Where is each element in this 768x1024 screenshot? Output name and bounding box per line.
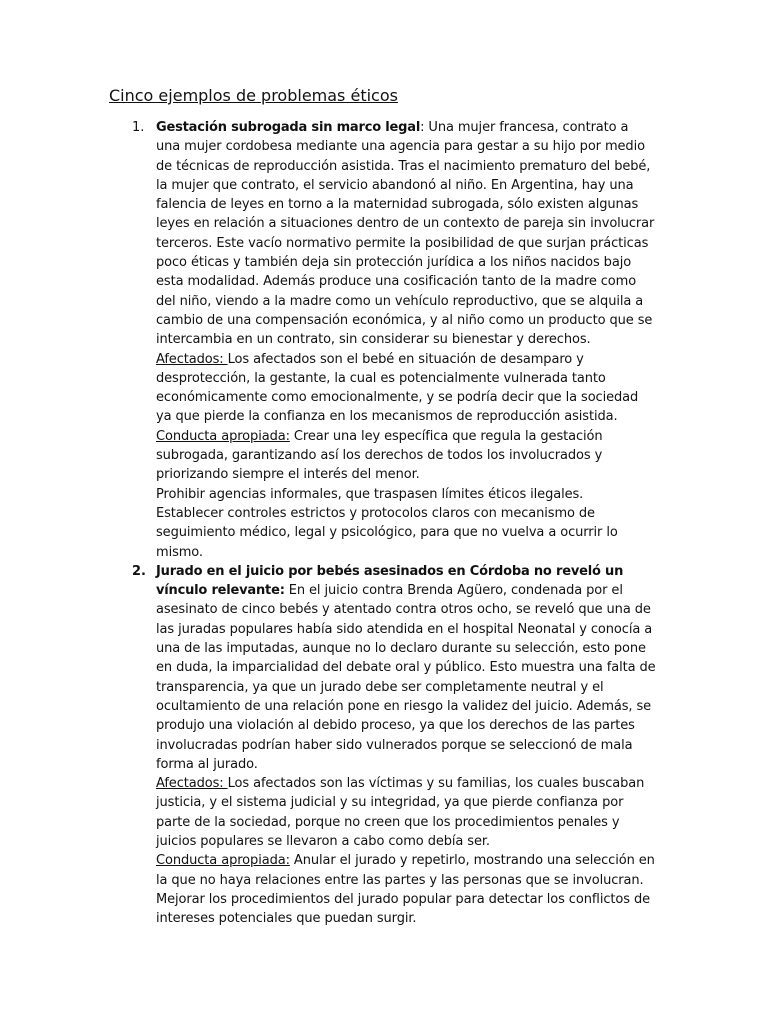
item-body: En el juicio contra Brenda Agüero, condenada por el asesinato de cinco bebés y atentado contra otros ocho, se reveló que una de las juradas populares había sido atendida en el hospital Neonatal y conocía a una de las imputadas, aunque no lo declaro durante su selección, esto pone en duda, la imparcialidad del debate oral y público. Esto muestra una falta de transparencia, ya que un jurado debe ser completamente neutral y el ocultamiento de una relación pone en riesgo la validez del juicio. Además, se produjo una violación al debido proceso, ya que los derechos de las partes involucradas podrían haber sido vulnerados porque se seleccionó de mala forma al jurado.	[156, 583, 656, 772]
item-heading: Jurado en el juicio por bebés asesinados en Córdoba no reveló un vínculo relevante:	[156, 563, 624, 599]
conduct-label: Conducta apropiada:	[156, 853, 290, 869]
affected-label: Afectados:	[156, 351, 228, 367]
item-body: Una mujer francesa, contrato a una mujer cordobesa mediante una agencia para gestar a su hijo por medio de técnicas de reproducción asistida. Tras el nacimiento prematuro del bebé, la mujer que contrato, el servicio abandonó al niño. En Argentina, hay una falencia de leyes en torno a la maternidad subrogada, sólo existen algunas leyes en relación a situaciones dentro de un contexto de pareja sin involucrar terceros. Este vacío normativo permite la posibilidad de que surjan prácticas poco éticas y también deja sin protección jurídica a los niños nacidos bajo esta modalidad. Además produce una cosificación tanto de la madre como del niño, viendo a la madre como un vehículo reproductivo, que se alquila a cambio de una compensación económica, y al niño como un producto que se intercambia en un contrato, sin considerar su bienestar y derechos.	[156, 120, 655, 348]
extra-paragraph: Prohibir agencias informales, que traspasen límites éticos ilegales.	[156, 486, 584, 502]
affected-text: Los afectados son el bebé en situación de desamparo y desprotección, la gestante, la cual es potencialmente vulnerada tanto económicamente como emocionalmente, y se podría decir que la sociedad ya que pierde la confianza en los mecanismos de reproducción asistida.	[156, 351, 639, 425]
extra-paragraph: Mejorar los procedimientos del jurado popular para detectar los conflictos de intereses potenciales que puedan surgir.	[156, 891, 650, 927]
heading-separator: :	[420, 120, 429, 135]
conduct-paragraph	[156, 427, 656, 485]
item-number: 1.	[132, 120, 145, 135]
list-item	[132, 118, 656, 562]
conduct-text: Crear una ley específica que regula la gestación subrogada, garantizando así los derechos de todos los involucrados y priorizando siempre el interés del menor.	[156, 428, 603, 483]
conduct-label: Conducta apropiada:	[156, 428, 290, 444]
affected-paragraph	[156, 350, 656, 427]
item-paragraph	[156, 562, 656, 774]
extra-paragraph: Establecer controles estrictos y protocolos claros con mecanismo de seguimiento médico, legal y psicológico, para que no vuelva a ocurrir lo mismo.	[156, 505, 618, 560]
affected-paragraph	[156, 774, 656, 851]
list-item	[132, 562, 656, 929]
item-paragraph	[156, 118, 656, 350]
conduct-text: Anular el jurado y repetirlo, mostrando una selección en la que no haya relaciones entre las partes y las personas que se involucran.	[156, 853, 655, 888]
item-number: 2.	[132, 563, 146, 579]
problem-list	[132, 118, 656, 928]
affected-text: Los afectados son las víctimas y su familias, los cuales buscaban justicia, y el sistema judicial y su integridad, ya que pierde confianza por parte de la sociedad, porque no creen que los procedimientos penales y juicios populares se llevaron a cabo como debía ser.	[156, 776, 645, 849]
affected-label: Afectados:	[156, 776, 228, 792]
page-title: Cinco ejemplos de problemas éticos	[109, 86, 398, 105]
item-heading: Gestación subrogada sin marco legal	[156, 120, 421, 135]
conduct-paragraph	[156, 851, 656, 890]
